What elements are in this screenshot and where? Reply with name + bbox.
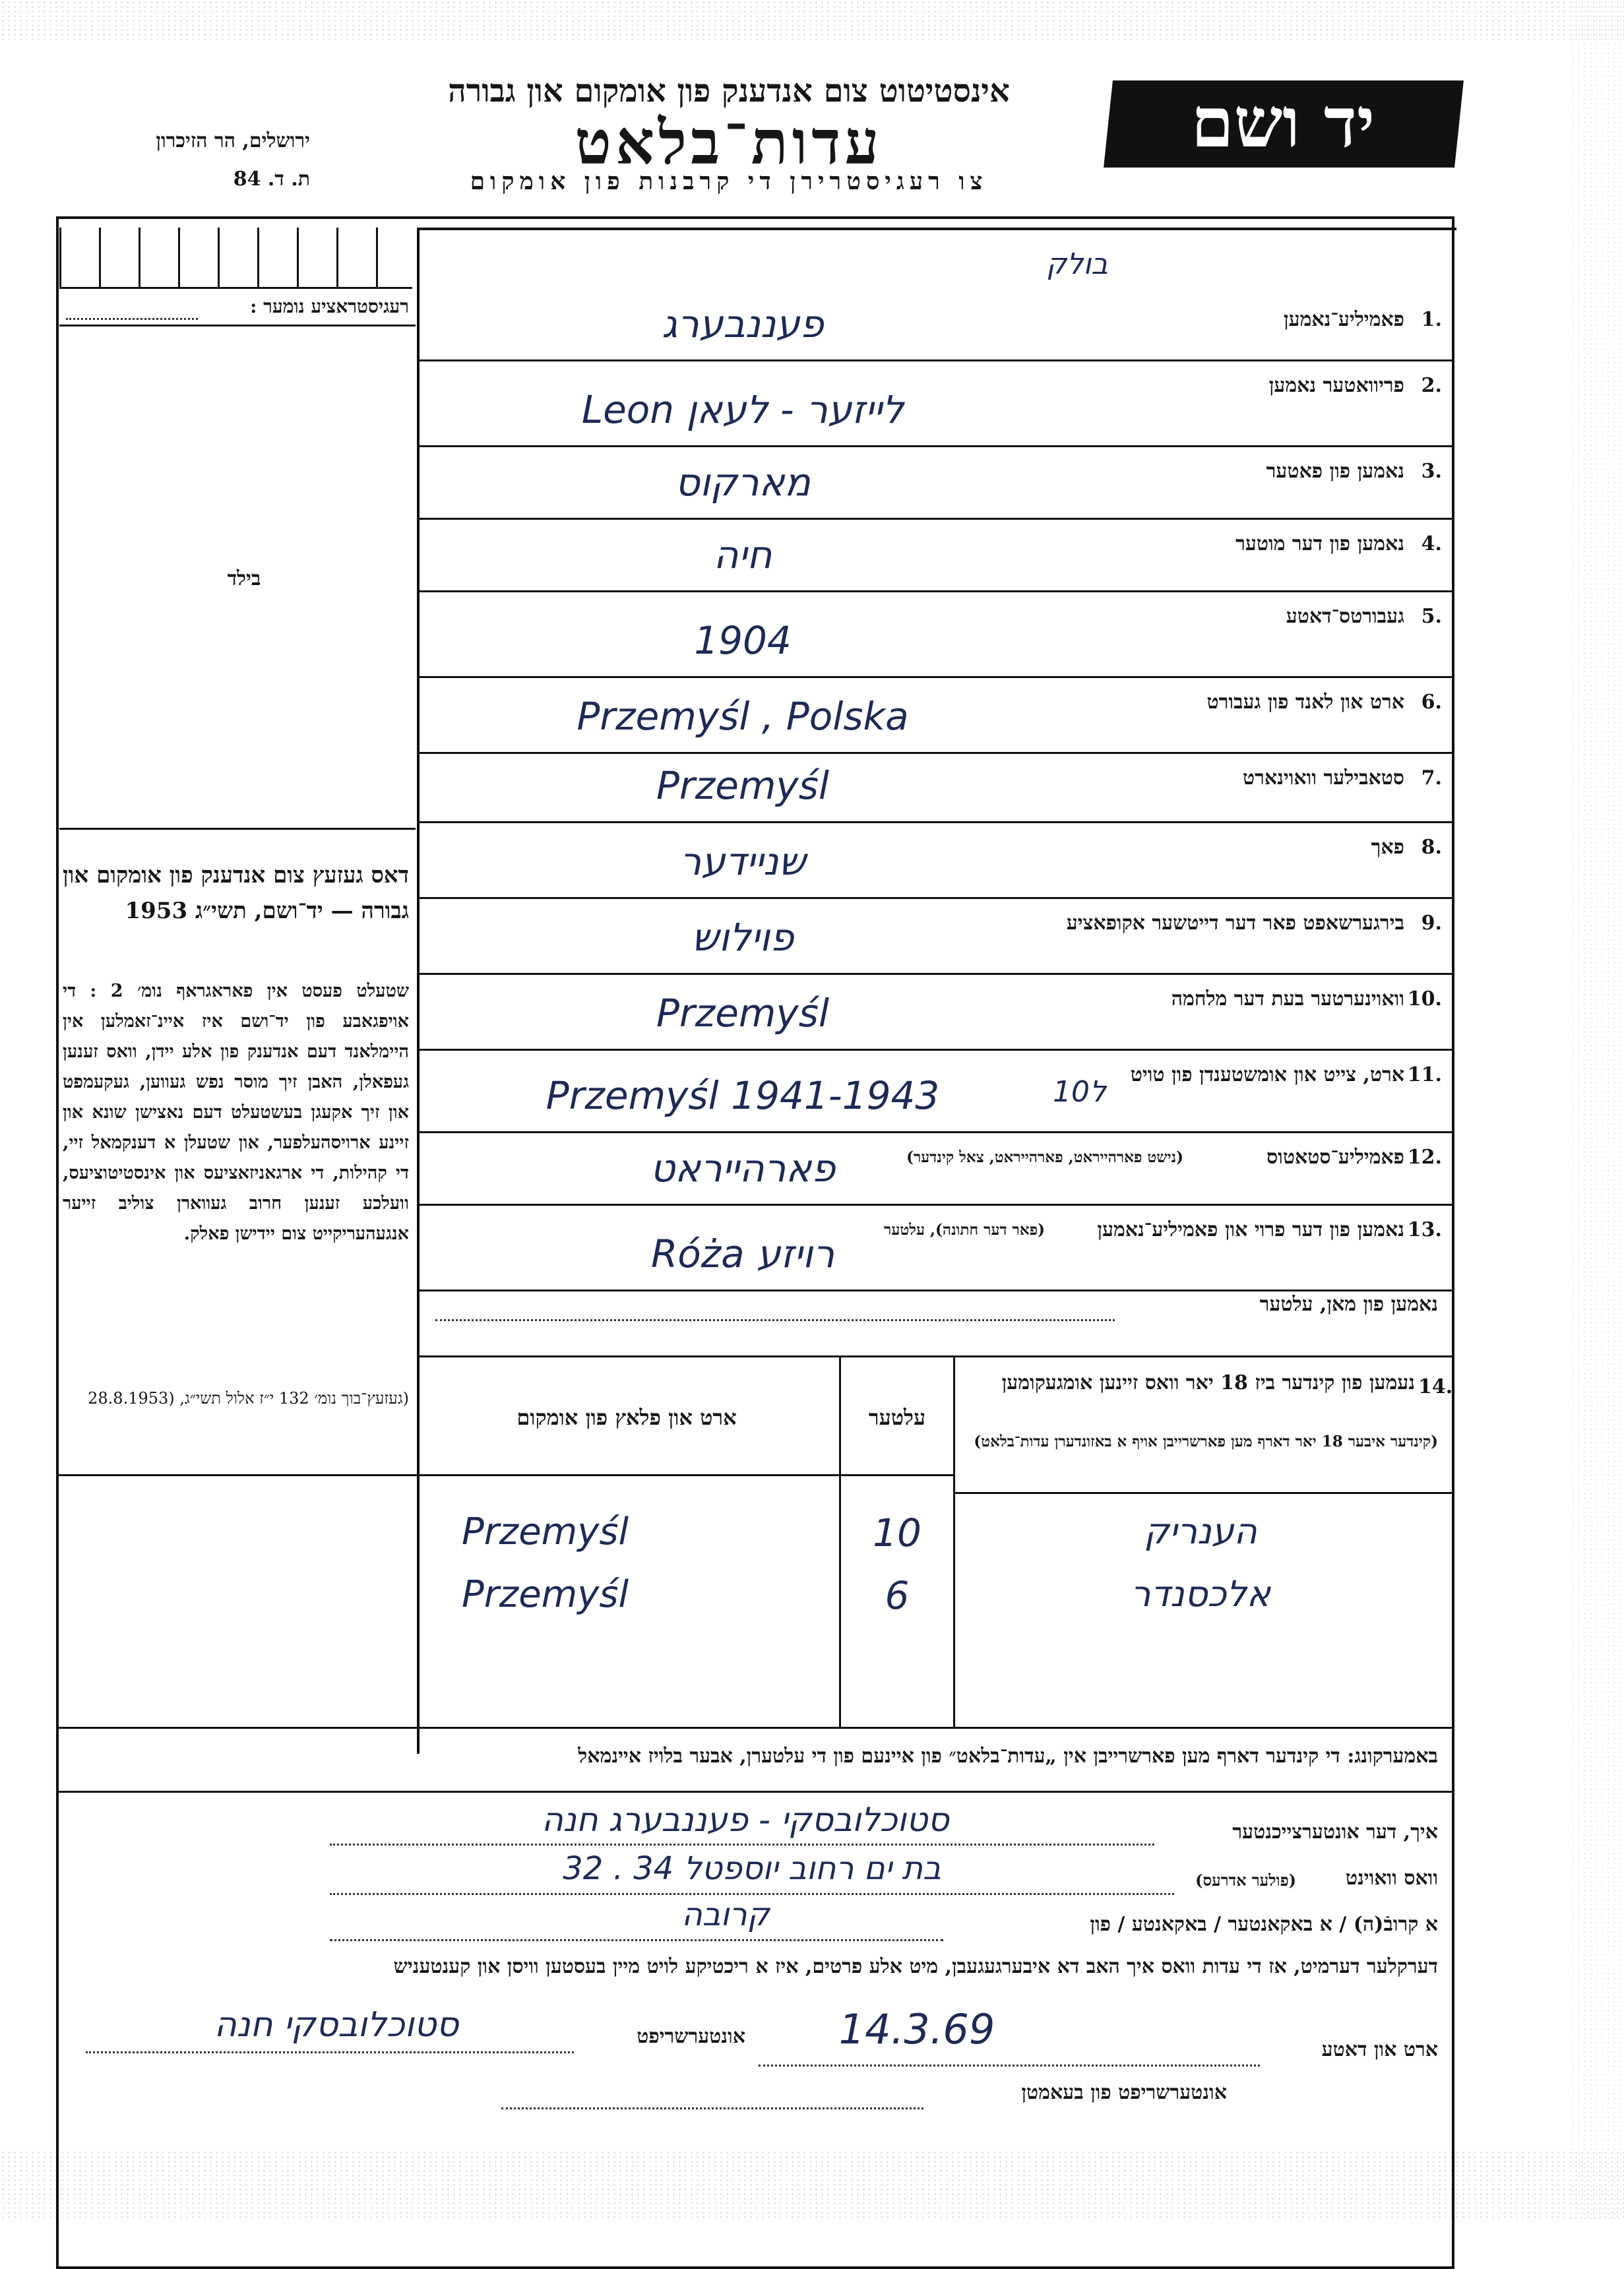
child-place[interactable]: Przemyśl bbox=[462, 1510, 629, 1553]
field-number: 2. bbox=[1421, 374, 1442, 397]
official-signature-label: אונטערשריפט פון בעאמטן bbox=[1021, 2081, 1227, 2104]
law-source: (געזעץ־בוך נומ׳ 132 י״ז אלול תשי״ג, (28.8.1953 bbox=[88, 1389, 409, 1408]
child-age[interactable]: 10 bbox=[873, 1510, 921, 1555]
field-value[interactable]: חיה bbox=[713, 532, 772, 577]
field-row bbox=[420, 897, 1454, 975]
field-number: 7. bbox=[1421, 766, 1442, 790]
field-value[interactable]: Leon לייזער - לעאן bbox=[581, 387, 904, 432]
children-col-age: עלטער bbox=[868, 1405, 926, 1430]
child-name[interactable]: הענריק bbox=[1144, 1510, 1257, 1552]
left-table-top bbox=[56, 1474, 419, 1476]
field-value[interactable]: פעננבערג bbox=[662, 301, 824, 346]
field-value[interactable]: Przemyśl bbox=[656, 991, 830, 1036]
field-label: ארט, צייט און אומשטענדן פון טויט bbox=[1130, 1063, 1404, 1086]
field-number: 9. bbox=[1421, 912, 1442, 935]
row-divider bbox=[417, 1355, 1454, 1357]
law-title: דאס געזעץ צום אנדענק פון אומקום און גבורה — יד־ושם, תשי״ג 1953 bbox=[63, 862, 409, 924]
field-value[interactable]: פוילוש bbox=[691, 915, 794, 960]
header-box: ת. ד. 84 bbox=[233, 168, 310, 191]
field-label: נאמען פון דער מוטער bbox=[1235, 532, 1404, 555]
signer-address-label: וואס וואוינט bbox=[1345, 1867, 1438, 1890]
field-label: פאמיליע־סטאטוס bbox=[1266, 1146, 1404, 1169]
husband-value-line bbox=[435, 1319, 1115, 1321]
reg-underline bbox=[59, 325, 416, 326]
photo-label: בילד bbox=[227, 567, 261, 590]
field-value[interactable]: שניידער bbox=[679, 839, 806, 884]
photo-bottom-line bbox=[59, 828, 416, 830]
field-value[interactable]: 1904 bbox=[694, 618, 792, 663]
field-label: ארט און לאנד פון געבורט bbox=[1206, 691, 1404, 714]
children-header-bottom-right bbox=[953, 1492, 1454, 1494]
official-signature-line bbox=[501, 2107, 923, 2109]
field-label: בירגערשאפט פאר דער דייטשער אקופאציע bbox=[1066, 912, 1404, 935]
place-date-label: ארט און דאטע bbox=[1321, 2038, 1438, 2061]
field-value[interactable]: Przemyśl , Polska bbox=[577, 694, 909, 739]
husband-label: נאמען פון מאן, עלטער bbox=[1259, 1293, 1438, 1316]
field-row bbox=[420, 676, 1454, 754]
children-label: נעמען פון קינדער ביז 18 יאר וואס זיינען אומגעקומען bbox=[1001, 1371, 1415, 1394]
signer-name-label: איך, דער אונטערצייכנטער bbox=[1232, 1820, 1438, 1844]
remark-top bbox=[56, 1727, 1454, 1729]
children-num: 14. bbox=[1418, 1375, 1453, 1398]
field-label: סטאבילער וואוינארט bbox=[1243, 766, 1404, 790]
field-label-note: (פאר דער חתונה), עלטער bbox=[884, 1221, 1045, 1239]
field-number: 13. bbox=[1407, 1218, 1442, 1241]
field-row bbox=[420, 821, 1454, 899]
field-row bbox=[420, 359, 1454, 447]
page-title: עדות־בלאט bbox=[575, 107, 883, 178]
field-label: פאך bbox=[1371, 836, 1404, 859]
left-col-divider bbox=[56, 216, 59, 1753]
field-value[interactable]: Róża רויזע bbox=[650, 1231, 835, 1276]
field-value[interactable]: Przemyśl bbox=[656, 763, 830, 808]
signature-value: סטוכלובסקי חנה bbox=[214, 2005, 459, 2045]
scan-noise bbox=[1570, 0, 1624, 2222]
place-date-line bbox=[759, 2065, 1260, 2067]
field-value[interactable]: מארקוס bbox=[675, 460, 811, 505]
signer-address-note: (פולער אדרעס) bbox=[1195, 1871, 1296, 1890]
field-number: 3. bbox=[1421, 460, 1442, 483]
children-col-age-right bbox=[953, 1357, 955, 1727]
field-number: 8. bbox=[1421, 836, 1442, 859]
remark-text: באמערקונג: די קינדער דארף מען פארשרייבן אין „עדות־בלאט״ פון איינעם פון די עלטערן, אבער בלויז איינמאל bbox=[578, 1745, 1438, 1768]
field-number: 12. bbox=[1407, 1146, 1442, 1169]
field-row bbox=[420, 1131, 1454, 1206]
field-row bbox=[420, 1049, 1454, 1133]
registration-label: רעגיסטראציע נומער : bbox=[250, 295, 409, 317]
field-label: פאמיליע־נאמען bbox=[1283, 308, 1404, 331]
signer-address-value: בת ים רחוב יוספטל 34 . 32 bbox=[563, 1850, 941, 1887]
registration-boxes bbox=[59, 228, 412, 289]
header-location: ירושלים, הר הזיכרון bbox=[156, 129, 310, 152]
field-label-note: (נישט פארהייראט, פארהייראט, צאל קינדער) bbox=[906, 1148, 1183, 1166]
scan-noise bbox=[0, 0, 1624, 40]
field-label: געבורטס־דאטע bbox=[1286, 605, 1404, 628]
field-row bbox=[420, 1204, 1454, 1291]
signer-relation-line bbox=[330, 1939, 943, 1941]
child-age[interactable]: 6 bbox=[885, 1573, 910, 1618]
children-col-place: ארט און פלאץ פון אומקום bbox=[516, 1405, 737, 1430]
field-row bbox=[420, 445, 1454, 520]
field-handwritten-note: 10ל bbox=[1053, 1075, 1107, 1109]
field-number: 11. bbox=[1407, 1063, 1442, 1086]
field-number: 6. bbox=[1421, 691, 1442, 714]
field-row bbox=[420, 973, 1454, 1051]
logo-text: יד ושם bbox=[1191, 82, 1375, 163]
children-header-bottom bbox=[417, 1474, 953, 1476]
header-subtitle: צו רעגיסטרירן די קרבנות פון אומקום bbox=[470, 168, 988, 195]
field-number: 4. bbox=[1421, 532, 1442, 555]
field-label: פריוואטער נאמען bbox=[1268, 374, 1404, 397]
field-row bbox=[420, 752, 1454, 823]
field-label: נאמען פון דער פרוי און פאמיליע־נאמען bbox=[1097, 1218, 1404, 1241]
field-row bbox=[420, 590, 1454, 678]
field-number: 5. bbox=[1421, 605, 1442, 628]
field-row bbox=[420, 247, 1454, 361]
signature-line bbox=[86, 2051, 574, 2053]
date-value: 14.3.69 bbox=[838, 2005, 995, 2053]
declaration-text: דערקלער דערמיט, אז די עדות וואס איך האב דא איבערגעגעבן, מיט אלע פרטים, איז א ריכטיקע לויט מיין בעסטען וויסן און קענטעניש bbox=[393, 1955, 1438, 1978]
law-body: שטעלט פעסט אין פאראגראף נומ׳ 2 : די אויפגאבע פון יד־ושם איז איינ־זאמלען אין היימלאנד דעם אנדענק פון אלע יידן, וואס זענען געפאלן, האבן זיך מוסר נפש געווען, געקעמפט און זיך אקעגן בעשטעלט דעם נאצישן שונא און זיינע ארויסהעלפער, און שטעלן א דענקמאל זיי, די קהילות, די ארגאניזאציעס און אינסטיטוציעס, וועלכע זענען חרוב געווארן צוליב זייער אנגעהעריקייט צום יידישן פאלק. bbox=[63, 981, 409, 1244]
signer-name-line bbox=[330, 1844, 1154, 1846]
field-label: נאמען פון פאטער bbox=[1266, 460, 1404, 483]
child-place[interactable]: Przemyśl bbox=[462, 1573, 629, 1616]
signature-label: אונטערשריפט bbox=[637, 2025, 745, 2048]
children-label-note: (קינדער איבער 18 יאר דארף מען פארשרייבן אויף א באזונדערן עדות־בלאט) bbox=[974, 1433, 1438, 1450]
field-number: 10. bbox=[1407, 987, 1442, 1010]
field-number: 1. bbox=[1421, 308, 1442, 331]
field-label: וואוינערטער בעת דער מלחמה bbox=[1171, 987, 1404, 1010]
field-handwritten-note: בולק bbox=[1046, 247, 1108, 281]
field-row bbox=[420, 518, 1454, 592]
field-value[interactable]: פארהייראט bbox=[650, 1146, 836, 1191]
registration-number-line bbox=[66, 318, 198, 320]
signer-relation-value: קרובה bbox=[681, 1896, 770, 1933]
signer-name-value: סטוכלובסקי - פעננבערג חנה bbox=[542, 1801, 949, 1839]
signer-relation-label: א קרובֿ(ה) / א באקאנטער / באקאנטע / פון bbox=[1090, 1913, 1438, 1936]
signer-address-line bbox=[330, 1893, 1174, 1895]
child-name[interactable]: אלכסנדר bbox=[1131, 1573, 1270, 1615]
field-value[interactable]: Przemyśl 1941-1943 bbox=[546, 1073, 940, 1118]
remark-bottom bbox=[56, 1791, 1454, 1793]
header-institute: אינסטיטוט צום אנדענק פון אומקום און גבורה bbox=[448, 73, 1010, 109]
